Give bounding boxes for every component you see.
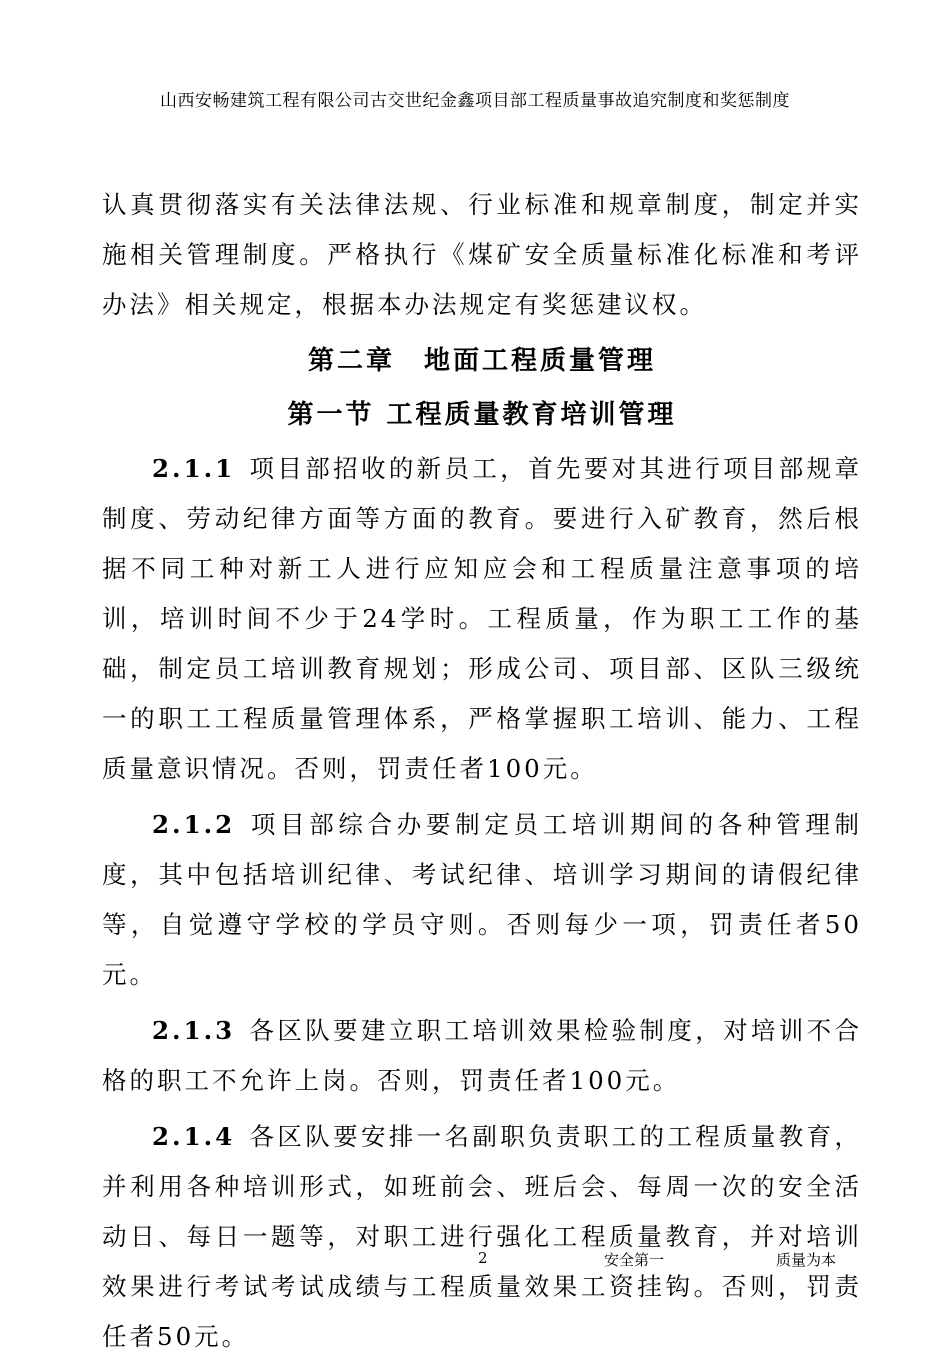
clause-text: 项目部综合办要制定员工培训期间的各种管理制度，其中包括培训纪律、考试纪律、培训学习期间的请假纪律等，自觉遵守学校的学员守则。否则每少一项，罚责任者50元。 [102,810,862,989]
page-number: 2 [478,1249,488,1267]
clause-text: 各区队要安排一名副职负责职工的工程质量教育，并利用各种培训形式，如班前会、班后会、每周一次的安全活动日、每日一题等，对职工进行强化工程质量教育，并对培训效果进行考试考试成绩与工程质量效果工资挂钩。否则，罚责任者50元。 [102,1122,862,1351]
clause-text: 项目部招收的新员工，首先要对其进行项目部规章制度、劳动纪律方面等方面的教育。要进行入矿教育，然后根据不同工种对新工人进行应知应会和工程质量注意事项的培训，培训时间不少于24学时。工程质量，作为职工工作的基础，制定员工培训教育规划；形成公司、项目部、区队三级统一的职工工程质量管理体系，严格掌握职工培训、能力、工程质量意识情况。否则，罚责任者100元。 [102,454,862,783]
clause-2-1-2 [102,800,862,1000]
chapter-title: 第二章 地面工程质量管理 [307,346,656,376]
footer-slogan-safety: 安全第一 [604,1251,665,1269]
clause-number: 2.1.1 [152,454,236,483]
clause-number: 2.1.2 [152,810,236,839]
clause-number: 2.1.3 [152,1016,236,1045]
document-body [102,180,862,1368]
page-header-title: 山西安畅建筑工程有限公司古交世纪金鑫项目部工程质量事故追究制度和奖惩制度 [160,91,790,111]
intro-paragraph: 认真贯彻落实有关法律法规、行业标准和规章制度，制定并实施相关管理制度。严格执行《煤矿安全质量标准化标准和考评办法》相关规定，根据本办法规定有奖惩建议权。 [102,190,862,319]
clause-text: 各区队要建立职工培训效果检验制度，对培训不合格的职工不允许上岗。否则，罚责任者100元。 [102,1016,862,1095]
clause-number: 2.1.4 [152,1122,236,1151]
section-title: 第一节 工程质量教育培训管理 [287,400,677,430]
clause-2-1-1 [102,444,862,794]
clause-2-1-4 [102,1112,862,1362]
clause-2-1-3 [102,1006,862,1106]
footer-slogan-quality: 质量为本 [776,1251,837,1269]
